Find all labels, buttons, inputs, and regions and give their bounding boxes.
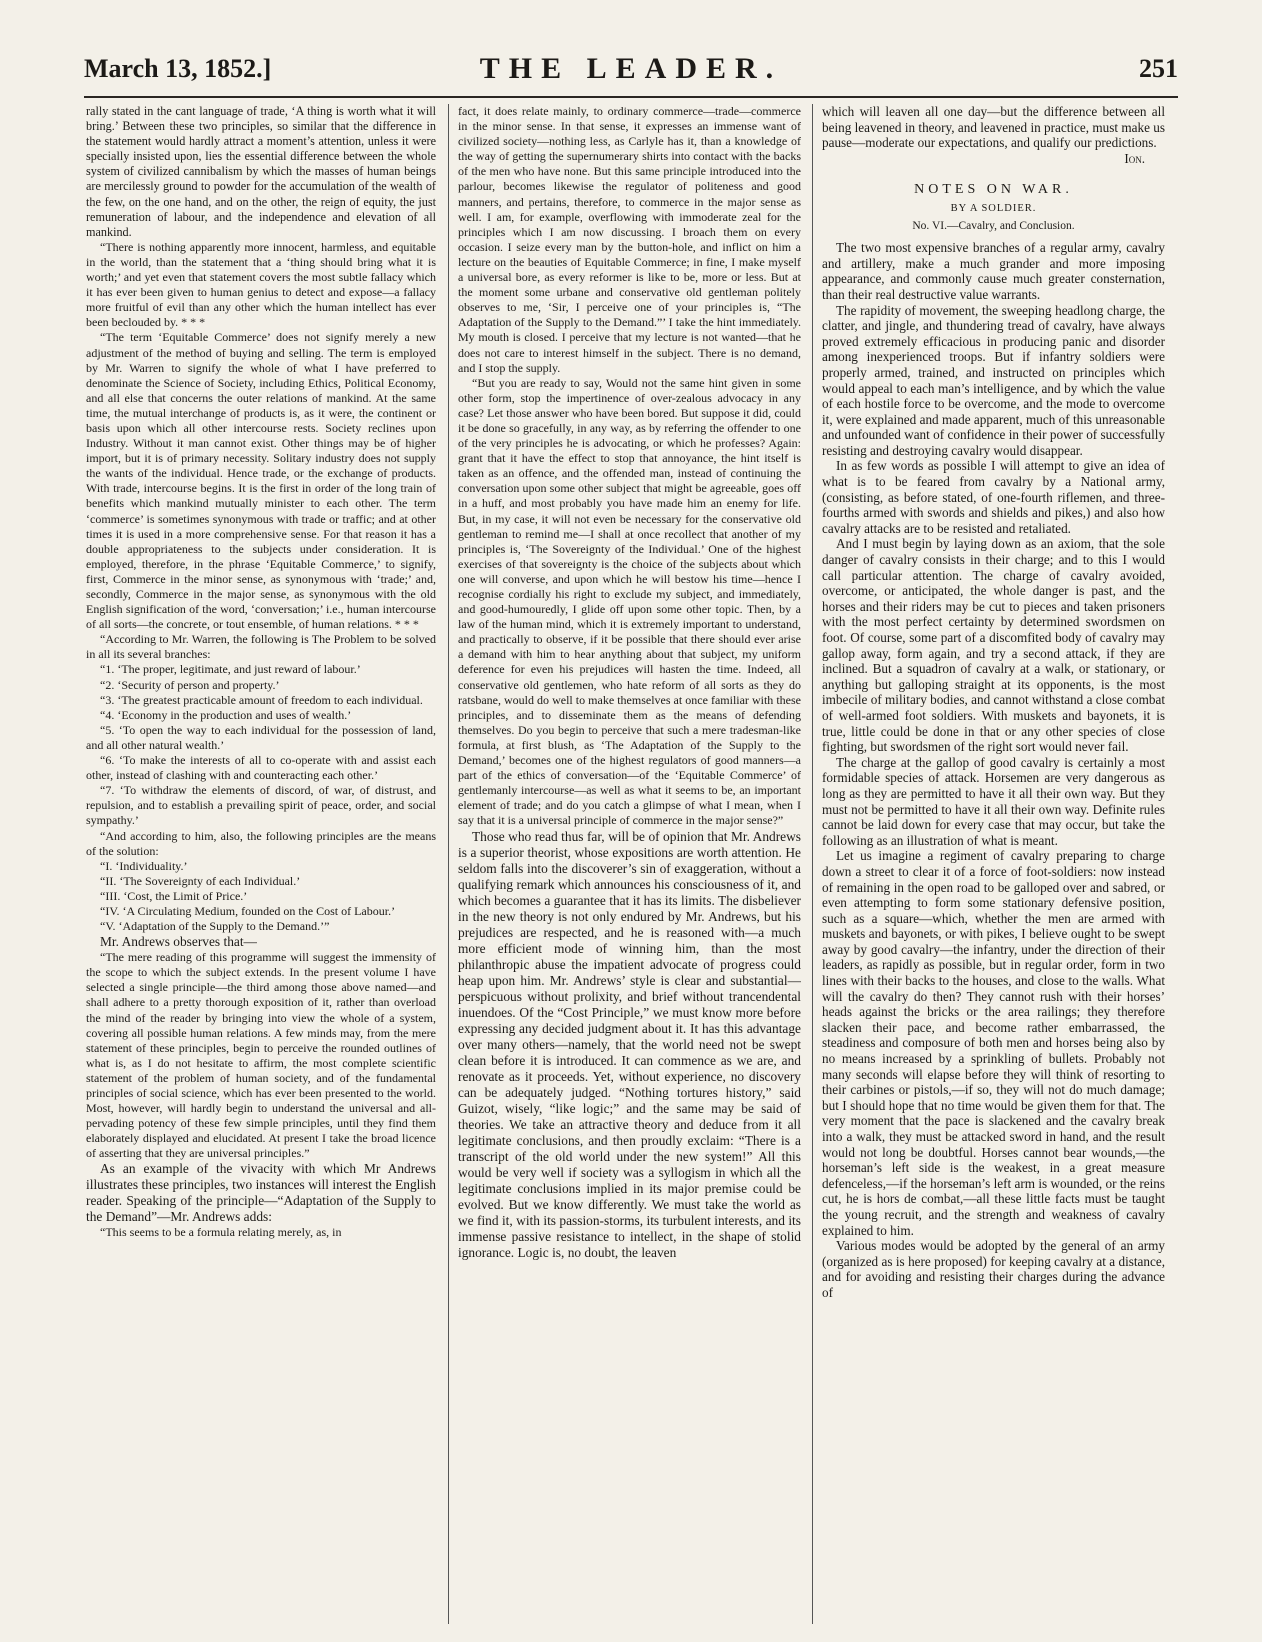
paragraph: Mr. Andrews observes that— [100, 934, 257, 950]
problem-list [86, 662, 436, 828]
paragraph: which will leaven all one day—but the difference between all being leavened in theory, and leavened in practice, must make us pause—moderate our expectations, and qualify our predictions. [822, 104, 1165, 151]
quote-paragraph: “But you are ready to say, Would not the same hint given in some other form, stop the impertinence of over-zealous advocacy in any case? Let those answer who have been bored. But suppose it did, could it be done so gracefully, in any way, as by referring the offender to one of the very principles he is advocating, or which he professes? Again: grant that it have the effect to stop that annoyance, the hint itself is taken as an offence, and the offended man, instead of continuing the conversation upon some other subject that might be agreeable, goes off in a huff, and most probably you have made him an enemy for life. But, in my case, it will not even be necessary for the conservative old gentleman to remind me—I shall at once recollect that another of my principles is, ‘The Sovereignty of the Individual.’ One of the highest exercises of that sovereignty is the choice of the subjects about which one will converse, and upon which he will bestow his time—hence I recognise cordially his right to exclude my subject, and immediately, and good-humouredly, I glide off upon some other topic. Then, by a law of the human mind, which it is extremely important to understand, and practically to observe, if it be possible that there should ever arise a demand with him to hear anything about that subject, my uniform deference for even his prejudices will hasten the time. Indeed, all conservative old gentlemen, who hate reform of all sorts as they do ratsbane, would do well to make themselves at once familiar with these principles, and to disseminate them as the means of defending themselves. Do you begin to perceive that such a mere tradesman-like formula, at first blush, as ‘The Adaptation of the Supply to the Demand,’ becomes one of the highest regulators of good manners—a part of the ethics of conversation—of the ‘Equitable Commerce’ of gentlemanly intercourse—as well as what it seems to be, an important element of trade; and do you catch a glimpse of what I mean, when I say that it is a universal principle of commerce in the major sense?” [458, 375, 801, 828]
issue-date: March 13, 1852.] [84, 54, 272, 83]
list-item: “6. ‘To make the interests of all to co-operate with and assist each other, instead of clashing with and counteracting each other.’ [86, 753, 436, 783]
column-2 [448, 104, 801, 1624]
list-item: “IV. ‘A Circulating Medium, founded on the Cost of Labour.’ [100, 903, 396, 918]
quote-paragraph: “The mere reading of this programme will suggest the immensity of the scope to which the subject extends. In the present volume I have selected a single principle—the third among those above named—and shall adhere to a pretty thorough exposition of it, rather than overload the mind of the reader by bringing into view the whole of a system, covering all possible human relations. A few minds may, from the mere statement of these principles, begin to perceive the rounded outlines of what is, as I do not hesitate to affirm, the most complete scientific statement of the problem of human society, and of the fundamental principles of social science, which has ever been presented to the world. Most, however, will hardly begin to understand the universal and all-pervading potency of these few simple principles, until they find them elaborately displayed and elucidated. At present I take the broad licence of asserting that they are universal principles.” [86, 950, 436, 1161]
paragraph: As an example of the vivacity with which Mr Andrews illustrates these principles, two instances will interest the English reader. Speaking of the principle—“Adaptation of the Supply to the Demand”—Mr. Andrews adds: [86, 1161, 436, 1225]
quote-paragraph: “This seems to be a formula relating merely, as, in [100, 1225, 342, 1240]
paragraph: Let us imagine a regiment of cavalry preparing to charge down a street to clear it of a force of foot-soldiers: now instead of remaining in the open road to be galloped over and sabred, or even attempting to form some stationary defensive position, such as a square—which, whether the men are armed with muskets and bayonets, or with pikes, I believe ought to be swept away by good cavalry—the infantry, under the direction of their leaders, as rapidly as possible, but in regular order, form in two lines with their backs to the houses, and close to the walls. What will the cavalry do then? They cannot rush with their horses’ heads against the bricks or the area railings; they therefore slacken their pace, and become rather embarrassed, the steadiness and composure of both men and horses being also by no means increased by a sprinkling of bullets. Probably not many seconds will elapse before they will think of resorting to their carbines or pistols,—if so, they will not do much damage; but I should hope that no time would be given them for that. The very moment that the pace is slackened and the cavalry break into a walk, they must be attacked sword in hand, and the result would not long be doubtful. Horses cannot bear wounds,—the horseman’s left side is the weakest, in a great measure defenceless,—if the horseman’s left arm is wounded, or the reins cut, he is hors de combat,—all these little facts must be taught the young recruit, and the strength and weakness of cavalry explained to him. [822, 848, 1165, 1238]
list-item: “III. ‘Cost, the Limit of Price.’ [100, 888, 248, 903]
list-item: “3. ‘The greatest practicable amount of freedom to each individual. [100, 692, 423, 707]
paragraph: In as few words as possible I will attempt to give an idea of what is to be feared from cavalry by a National army, (consisting, as before stated, of one-fourth riflemen, and three-fourths armed with swords and shields and pikes,) and also how cavalry attacks are to be resisted and retaliated. [822, 458, 1165, 536]
paragraph: Various modes would be adopted by the general of an army (organized as is here proposed) for keeping cavalry at a distance, and for avoiding and resisting their charges during the advance of [822, 1238, 1165, 1300]
paragraph: The rapidity of movement, the sweeping headlong charge, the clatter, and jingle, and thundering tread of cavalry, have always proved extremely efficacious in producing panic and disorder among inexperienced troops. But if infantry soldiers were properly armed, trained, and instructed on principles which would appeal to each man’s intelligence, and by which the value of each hostile force to be overcome, and the mode to overcome it, were explained and made apparent, much of this unreasonable and unfounded want of confidence in their power of successfully resisting and destroying cavalry would disappear. [822, 302, 1165, 458]
list-item: “I. ‘Individuality.’ [100, 858, 188, 873]
page-number: 251 [1139, 54, 1178, 83]
section-title: NOTES ON WAR. [914, 182, 1073, 198]
list-item: “1. ‘The proper, legitimate, and just reward of labour.’ [100, 662, 361, 677]
author-signature: Ion. [1124, 150, 1145, 166]
masthead-title: THE LEADER. [479, 52, 783, 85]
list-item: “V. ‘Adaptation of the Supply to the Demand.’” [100, 919, 330, 934]
list-item: “II. ‘The Sovereignty of each Individual.’ [100, 873, 301, 888]
paragraph: rally stated in the cant language of trade, ‘A thing is worth what it will bring.’ Between these two principles, so similar that the difference in the statement would hardly attract a moment’s attention, unless it were specially insisted upon, lies the essential difference between the whole system of civilized cannibalism by which the masses of human beings are mercilessly ground to powder for the accumulation of the wealth of the few, on the one hand, and on the other, the reign of equity, the just remuneration of labour, and the independence and elevation of all mankind. [86, 104, 436, 239]
paragraph: Those who read thus far, will be of opinion that Mr. Andrews is a superior theorist, whose expositions are worth attention. He seldom falls into the discoverer’s sin of exaggeration, without a qualifying remark which announces his consciousness of it, and which becomes a guarantee that it has its limits. The disbeliever in the new theory is not only endured by Mr. Andrews, but his prejudices are respected, and he is reasoned with—a much more efficient mode of winning him, than the most philanthropic abuse the impatient advocate of progress could heap upon him. Mr. Andrews’ style is clear and substantial—perspicuous without prolixity, and brief without trancendental inuendoes. Of the “Cost Principle,” we must know more before expressing any decided judgment about it. It has this advantage over many others—namely, that the world need not be swept clean before it is introduced. It can commence as we are, and renovate as it proceeds. Yet, without experience, no discovery can be adequately judged. “Nothing tortures history,” said Guizot, wisely, “like logic;” and the same may be said of theories. We take an attractive theory and deduce from it all legitimate conclusions, and then proudly exclaim: “There is a transcript of the old world under the new system!” All this would be very well if society was a syllogism in which all the legitimate conclusions implied in its major premise could be evolved. But we know differently. We must take the world as we find it, with its passion-storms, its turbulent interests, and its immense passive resistance to intellect, in the shape of stolid ignorance. Logic is, no doubt, the leaven [458, 828, 801, 1260]
list-item: “5. ‘To open the way to each individual for the possession of land, and all other natural wealth.’ [86, 722, 436, 752]
list-item: “2. ‘Security of person and property.’ [100, 677, 280, 692]
column-3 [812, 104, 1165, 1624]
quote-paragraph: “And according to him, also, the following principles are the means of the solution: [86, 828, 436, 858]
section-number: No. VI.—Cavalry, and Conclusion. [912, 219, 1075, 232]
paragraph: The two most expensive branches of a regular army, cavalry and artillery, make a much grander and more imposing appearance, and commonly cause much greater consternation, than their real destructive value warrants. [822, 240, 1165, 302]
list-item: “7. ‘To withdraw the elements of discord, of war, of distrust, and repulsion, and to establish a prevailing spirit of peace, order, and social sympathy.’ [86, 783, 436, 828]
section-byline: BY A SOLDIER. [950, 202, 1037, 214]
principle-list [86, 859, 436, 934]
quote-paragraph: “The term ‘Equitable Commerce’ does not signify merely a new adjustment of the method of buying and selling. The term is employed by Mr. Warren to signify the whole of what I have preferred to denominate the Science of Society, including Ethics, Political Economy, and all else that concerns the outer relations of mankind. At the same time, the mutual interchange of products is, as it were, the continent or basis upon which all other intercourse rests. Society reclines upon Industry. Without it man cannot exist. Other things may be of higher import, but it is of primary necessity. Solitary industry does not supply the wants of the individual. Hence trade, or the exchange of products. With trade, intercourse begins. It is the first in order of the long train of benefits which mankind mutually minister to each other. The term ‘commerce’ is sometimes synonymous with trade or traffic; and at other times it is used in a more comprehensive sense. For that reason it has a double appropriateness to the subjects under consideration. It is employed, therefore, in the phrase ‘Equitable Commerce,’ to signify, first, Commerce in the minor sense, as synonymous with ‘trade;’ and, secondly, Commerce in the major sense, as synonymous with the old English signification of the word, ‘conversation;’ i.e., human intercourse of all sorts—the concrete, or tout ensemble, of human relations. * * * [86, 330, 436, 632]
quote-paragraph: fact, it does relate mainly, to ordinary commerce—trade—commerce in the minor sense. In that sense, it expresses an immense want of civilized society—nothing less, as Carlyle has it, than a knowledge of the way of getting the supernumerary shirts into contact with the backs of the men who have none. But this same principle introduced into the parlour, becomes likewise the regulator of politeness and good manners, and pertains, therefore, to commerce in the major sense as well. I am, for example, overflowing with immoderate zeal for the principles which I am now discussing. I broach them on every occasion. I seize every man by the button-hole, and inflict on him a lecture on the beauties of Equitable Commerce; in fine, I make myself a universal bore, as every reformer is like to be, more or less. But at the moment some urbane and conservative old gentleman politely observes to me, ‘Sir, I perceive one of your principles is, “The Adaptation of the Supply to the Demand.”’ I take the hint immediately. My mouth is closed. I perceive that my lecture is not wanted—that he does not care to interest himself in the subject. There is no demand, and I stop the supply. [458, 104, 801, 375]
paragraph: The charge at the gallop of good cavalry is certainly a most formidable species of attack. Horsemen are very dangerous as long as they are permitted to have it all their own way. But they must not be permitted to have it all their own way. Definite rules cannot be laid down for every case that may occur, but take the following as an illustration of what is meant. [822, 754, 1165, 848]
page-header [84, 50, 1178, 98]
header-rule [84, 96, 1178, 98]
quote-paragraph: “There is nothing apparently more innocent, harmless, and equitable in the world, than the statement that a ‘thing should bring what it is worth;’ and yet even that statement covers the most subtle fallacy which it has ever been given to human genius to detect and expose—a fallacy more fruitful of evil than any other which the human intellect has ever been beclouded by. * * * [86, 239, 436, 330]
list-item: “4. ‘Economy in the production and uses of wealth.’ [100, 707, 352, 722]
quote-paragraph: “According to Mr. Warren, the following is The Problem to be solved in all its several branches: [86, 632, 436, 662]
column-1 [86, 104, 436, 1624]
paragraph: And I must begin by laying down as an axiom, that the sole danger of cavalry consists in their charge; and to this I would call particular attention. The charge of cavalry avoided, overcome, or anticipated, the whole danger is past, and the horses and their riders may be cut to pieces and taken prisoners with the most perfect certainty by determined swordsmen on foot. Of course, some part of a discomfited body of cavalry may gallop away, form again, and try a second attack, if they are inclined. But a squadron of cavalry at a walk, or stationary, or anything but galloping straight at its opponents, is the most imbecile of military bodies, and cannot withstand a close combat of well-armed foot soldiers. With muskets and bayonets, it is true, little could be done in that or any other species of close fighting, but swordsmen of the right sort would never fail. [822, 536, 1165, 755]
